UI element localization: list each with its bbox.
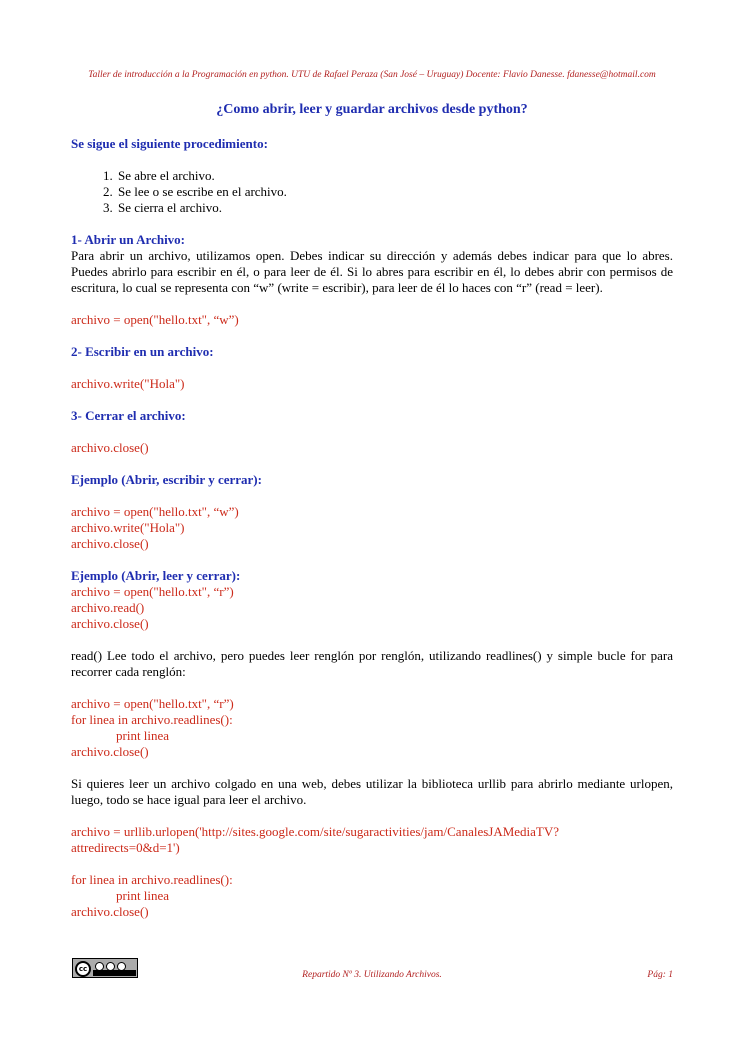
section1-text: Para abrir un archivo, utilizamos open. Debes indicar su dirección y además debes indicar para que lo abres. Puedes abrirlo para escribir en él, o para leer de él. Si lo abres para escribir en él, lo debes abrir con permisos de escritura, lo cual se representa con “w” (write = escribir), para leer de él lo haces con “r” (read = leer). [71, 248, 673, 295]
code-line: archivo = open("hello.txt", “r”) [71, 696, 234, 711]
code-line: archivo = urllib.urlopen('http://sites.google.com/site/sugaractivities/jam/CanalesJAMediaTV? [71, 824, 560, 839]
section3-heading: 3- Cerrar el archivo: [71, 408, 186, 423]
code-line: archivo.close() [71, 536, 149, 551]
code-line: archivo.close() [71, 904, 149, 919]
readlines-code [71, 696, 673, 760]
code-line: archivo = open("hello.txt", “w”) [71, 504, 239, 519]
page-header: Taller de introducción a la Programación en python. UTU de Rafael Peraza (San José – Uruguay) Docente: Flavio Danesse. fdanesse@hotmail.com [88, 70, 656, 80]
code-line: archivo = open("hello.txt", “r”) [71, 584, 234, 599]
section3-code [71, 440, 673, 456]
document-body [71, 136, 673, 920]
example1-code [71, 504, 673, 552]
code-line: for linea in archivo.readlines(): [71, 872, 233, 887]
list-item: 1. Se abre el archivo. [116, 168, 673, 184]
section2-code [71, 376, 673, 392]
code-line: archivo.close() [71, 744, 149, 759]
code-line: archivo.close() [71, 440, 149, 455]
readlines-text: read() Lee todo el archivo, pero puedes leer renglón por renglón, utilizando readlines() y simple bucle for para recorrer cada renglón: [71, 648, 673, 679]
code-line: archivo.close() [71, 616, 149, 631]
procedure-list [71, 168, 673, 216]
section2-heading: 2- Escribir en un archivo: [71, 344, 214, 359]
code-line: archivo.write("Hola") [71, 520, 185, 535]
footer-title: Repartido Nº 3. Utilizando Archivos. [302, 970, 442, 980]
code-line: print linea [116, 888, 170, 903]
page-number: Pág: 1 [647, 970, 673, 980]
code-line: archivo = open("hello.txt", “w”) [71, 312, 239, 327]
procedure-heading: Se sigue el siguiente procedimiento: [71, 136, 268, 151]
code-line: attredirects=0&d=1') [71, 840, 180, 855]
page-footer [0, 958, 744, 988]
example2-code [71, 584, 673, 632]
web-text: Si quieres leer un archivo colgado en una web, debes utilizar la biblioteca urllib para abrirlo mediante urlopen, luego, todo se hace igual para leer el archivo. [71, 776, 673, 807]
web-loop-code [71, 872, 673, 920]
code-line: print linea [116, 728, 170, 743]
list-item: 2. Se lee o se escribe en el archivo. [116, 184, 673, 200]
code-line: archivo.read() [71, 600, 145, 615]
license-icons [95, 962, 135, 970]
cc-icon: cc [75, 961, 91, 977]
section1-code [71, 312, 673, 328]
example1-heading: Ejemplo (Abrir, escribir y cerrar): [71, 472, 262, 487]
list-item: 3. Se cierra el archivo. [116, 200, 673, 216]
example2-heading: Ejemplo (Abrir, leer y cerrar): [71, 568, 241, 583]
page-title: ¿Como abrir, leer y guardar archivos desde python? [216, 102, 528, 117]
section1-heading: 1- Abrir un Archivo: [71, 232, 186, 247]
code-line: for linea in archivo.readlines(): [71, 712, 233, 727]
code-line: archivo.write("Hola") [71, 376, 185, 391]
web-url-code [71, 824, 673, 856]
